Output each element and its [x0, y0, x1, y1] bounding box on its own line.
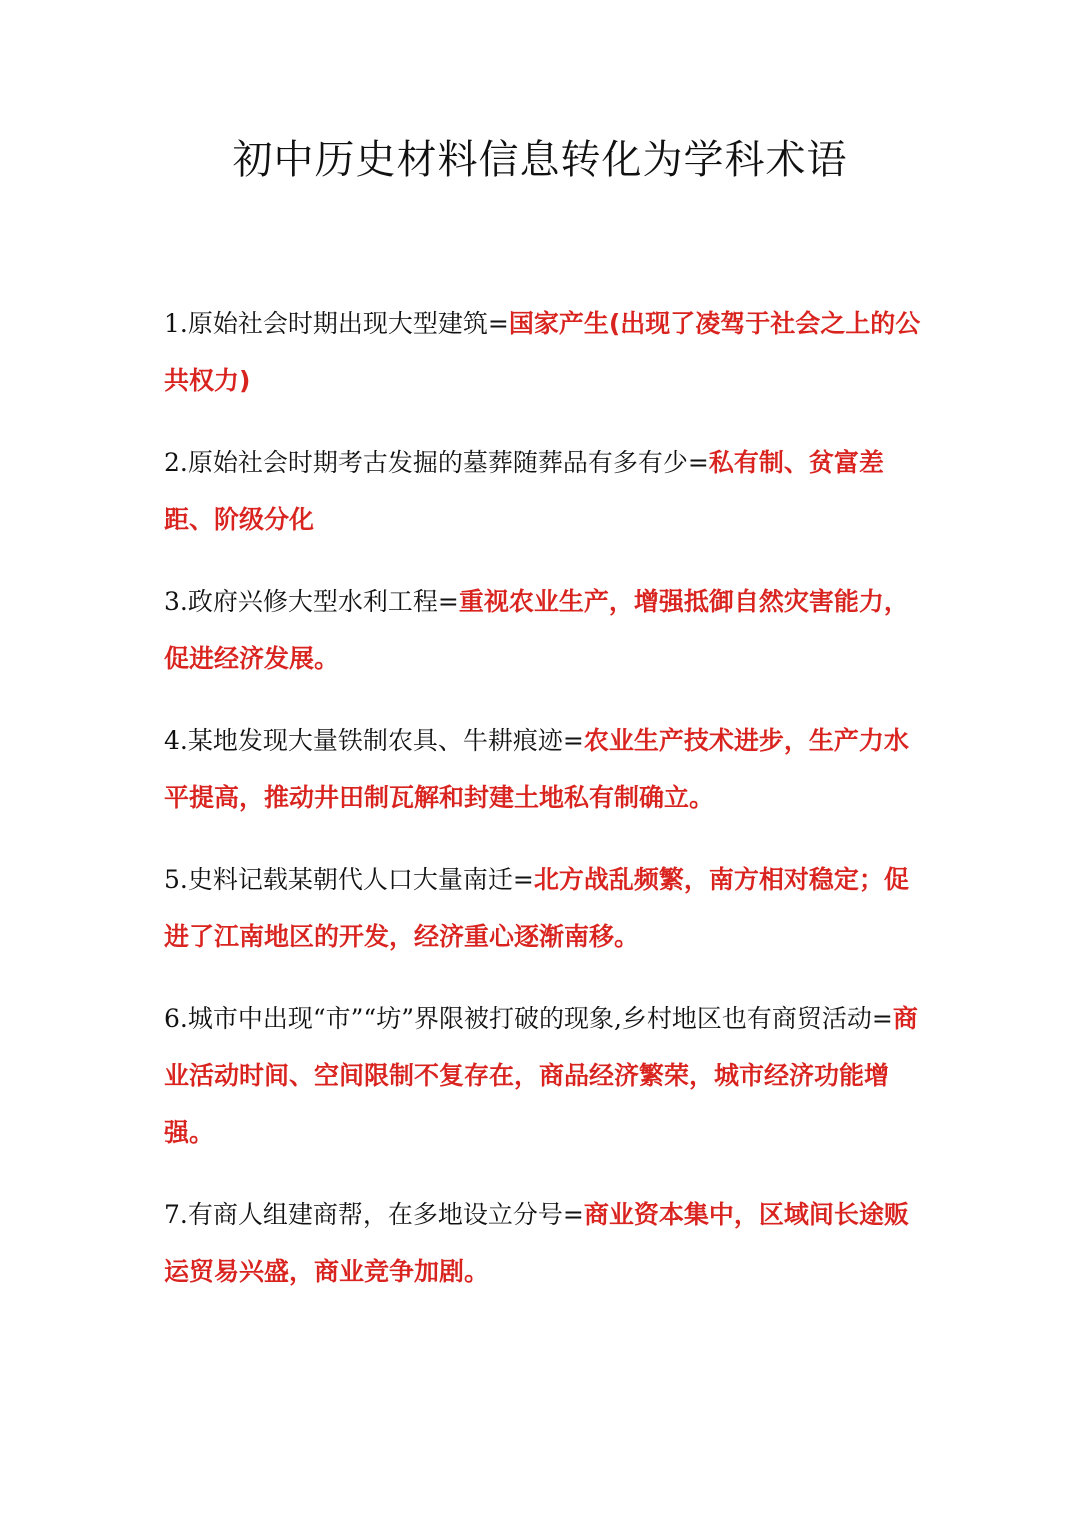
list-item-4 [164, 712, 924, 826]
item-question: 4.某地发现大量铁制农具、牛耕痕迹= [164, 726, 584, 755]
page-title: 初中历史材料信息转化为学科术语 [232, 137, 848, 183]
item-question: 5.史料记载某朝代人口大量南迁= [164, 865, 534, 894]
term-list [164, 295, 924, 1325]
item-question: 7.有商人组建商帮，在多地设立分号= [164, 1200, 584, 1229]
item-answer: 农业生产技术进步，生产力水平提高，推动井田制瓦解和封建土地私有制确立。 [164, 726, 909, 812]
list-item-6 [164, 990, 924, 1161]
list-item-5 [164, 851, 924, 965]
item-answer: 重视农业生产，增强抵御自然灾害能力，促进经济发展。 [164, 587, 909, 673]
list-item-1 [164, 295, 924, 409]
list-item-7 [164, 1186, 924, 1300]
item-question: 1.原始社会时期出现大型建筑= [164, 309, 509, 338]
list-item-3 [164, 573, 924, 687]
item-answer: 私有制、贫富差距、阶级分化 [164, 448, 884, 534]
item-answer: 商业资本集中，区域间长途贩运贸易兴盛，商业竞争加剧。 [164, 1200, 909, 1286]
item-answer: 商业活动时间、空间限制不复存在，商品经济繁荣，城市经济功能增强。 [164, 1004, 918, 1147]
item-question: 3.政府兴修大型水利工程= [164, 587, 459, 616]
item-answer: 北方战乱频繁，南方相对稳定；促进了江南地区的开发，经济重心逐渐南移。 [164, 865, 909, 951]
item-answer: 国家产生(出现了凌驾于社会之上的公共权力) [164, 309, 921, 395]
item-question: 6.城市中出现“市”“坊”界限被打破的现象,乡村地区也有商贸活动= [164, 1004, 893, 1033]
item-question: 2.原始社会时期考古发掘的墓葬随葬品有多有少= [164, 448, 709, 477]
list-item-2 [164, 434, 924, 548]
